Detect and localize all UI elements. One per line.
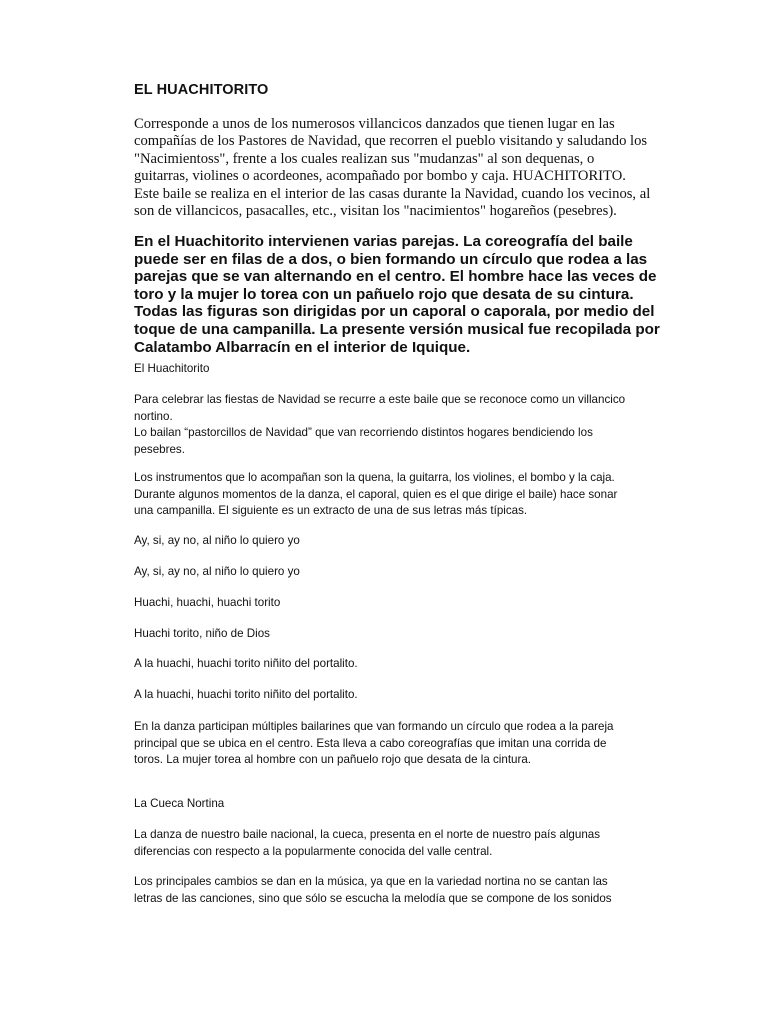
bold-line: En el Huachitorito intervienen varias parejas. La coreografía del baile: [134, 233, 633, 250]
intro-line: son de villancicos, pasacalles, etc., visitan los "nacimientos" hogareños (pesebres).: [134, 203, 617, 220]
paragraph-line: Lo bailan “pastorcillos de Navidad” que van recorriendo distintos hogares bendiciendo los: [134, 426, 593, 439]
section-heading-huachitorito: [134, 361, 209, 378]
paragraph-line: toros. La mujer torea al hombre con un pañuelo rojo que desata de la cintura.: [134, 753, 532, 766]
paragraph-line: En la danza participan múltiples bailarines que van formando un círculo que rodea a la pareja: [134, 720, 614, 733]
lyric-line: [134, 533, 300, 550]
paragraph-line: nortino.: [134, 409, 173, 423]
paragraph-line: principal que se ubica en el centro. Esta lleva a cabo coreografías que imitan una corrida de: [134, 736, 607, 750]
bold-line: toque de una campanilla. La presente versión musical fue recopilada por: [134, 320, 660, 338]
navidad-paragraph: [134, 392, 625, 458]
lyric-text: A la huachi, huachi torito niñito del portalito.: [134, 657, 358, 670]
bold-line: toro y la mujer lo torea con un pañuelo rojo que desata de su cintura.: [134, 285, 634, 303]
music-paragraph: [134, 874, 612, 907]
intro-line: "Nacimientoss", frente a los cuales realizan sus "mudanzas" al son dequenas, o: [134, 150, 595, 167]
bold-line: parejas que se van alternando en el centro. El hombre hace las veces de: [134, 268, 657, 286]
lyric-text: Ay, si, ay no, al niño lo quiero yo: [134, 565, 300, 578]
section-heading-text: El Huachitorito: [134, 362, 210, 375]
dance-paragraph: [134, 719, 614, 769]
intro-line: Corresponde a unos de los numerosos villancicos danzados que tienen lugar en las: [134, 116, 615, 132]
lyric-text: A la huachi, huachi torito niñito del portalito.: [134, 688, 358, 701]
paragraph-line: letras de las canciones, sino que sólo se escucha la melodía que se compone de los sonidos: [134, 891, 612, 905]
intro-line: guitarras, violines o acordeones, acompañado por bombo y caja. HUACHITORITO.: [134, 168, 626, 185]
paragraph-line: diferencias con respecto a la popularmente conocida del valle central.: [134, 844, 493, 858]
instruments-paragraph: [134, 470, 617, 520]
lyric-line: [134, 687, 358, 704]
section-heading-cueca: [134, 796, 224, 813]
lyric-text: Ay, si, ay no, al niño lo quiero yo: [134, 534, 300, 547]
paragraph-line: una campanilla. El siguiente es un extracto de una de sus letras más típicas.: [134, 504, 528, 517]
section-heading-text: La Cueca Nortina: [134, 797, 225, 810]
paragraph-line: La danza de nuestro baile nacional, la cueca, presenta en el norte de nuestro país algunas: [134, 828, 601, 841]
intro-line: Este baile se realiza en el interior de las casas durante la Navidad, cuando los vecinos, al: [134, 185, 651, 202]
lyric-line: [134, 595, 280, 612]
paragraph-line: Los principales cambios se dan en la música, ya que en la variedad nortina no se cantan las: [134, 875, 608, 888]
lyric-text: Huachi torito, niño de Dios: [134, 627, 270, 640]
intro-line: compañías de los Pastores de Navidad, que recorren el pueblo visitando y saludando los: [134, 133, 648, 150]
lyric-line: [134, 656, 358, 673]
lyric-line: [134, 626, 270, 643]
paragraph-line: Los instrumentos que lo acompañan son la quena, la guitarra, los violines, el bombo y la caja.: [134, 471, 615, 484]
paragraph-line: pesebres.: [134, 442, 185, 456]
bold-line: Calatambo Albarracín en el interior de Iquique.: [134, 338, 471, 356]
bold-line: puede ser en filas de a dos, o bien formando un círculo que rodea a las: [134, 250, 648, 268]
choreography-paragraph: [134, 233, 660, 356]
bold-line: Todas las figuras son dirigidas por un caporal o caporala, por medio del: [134, 303, 655, 321]
intro-paragraph: [134, 116, 651, 220]
document-title: EL HUACHITORITO: [134, 82, 269, 98]
lyric-text: Huachi, huachi, huachi torito: [134, 596, 281, 609]
lyric-line: [134, 564, 300, 581]
paragraph-line: Para celebrar las fiestas de Navidad se recurre a este baile que se reconoce como un villancico: [134, 393, 626, 406]
paragraph-line: Durante algunos momentos de la danza, el caporal, quien es el que dirige el baile) hace sonar: [134, 487, 618, 501]
cueca-paragraph: [134, 827, 600, 860]
